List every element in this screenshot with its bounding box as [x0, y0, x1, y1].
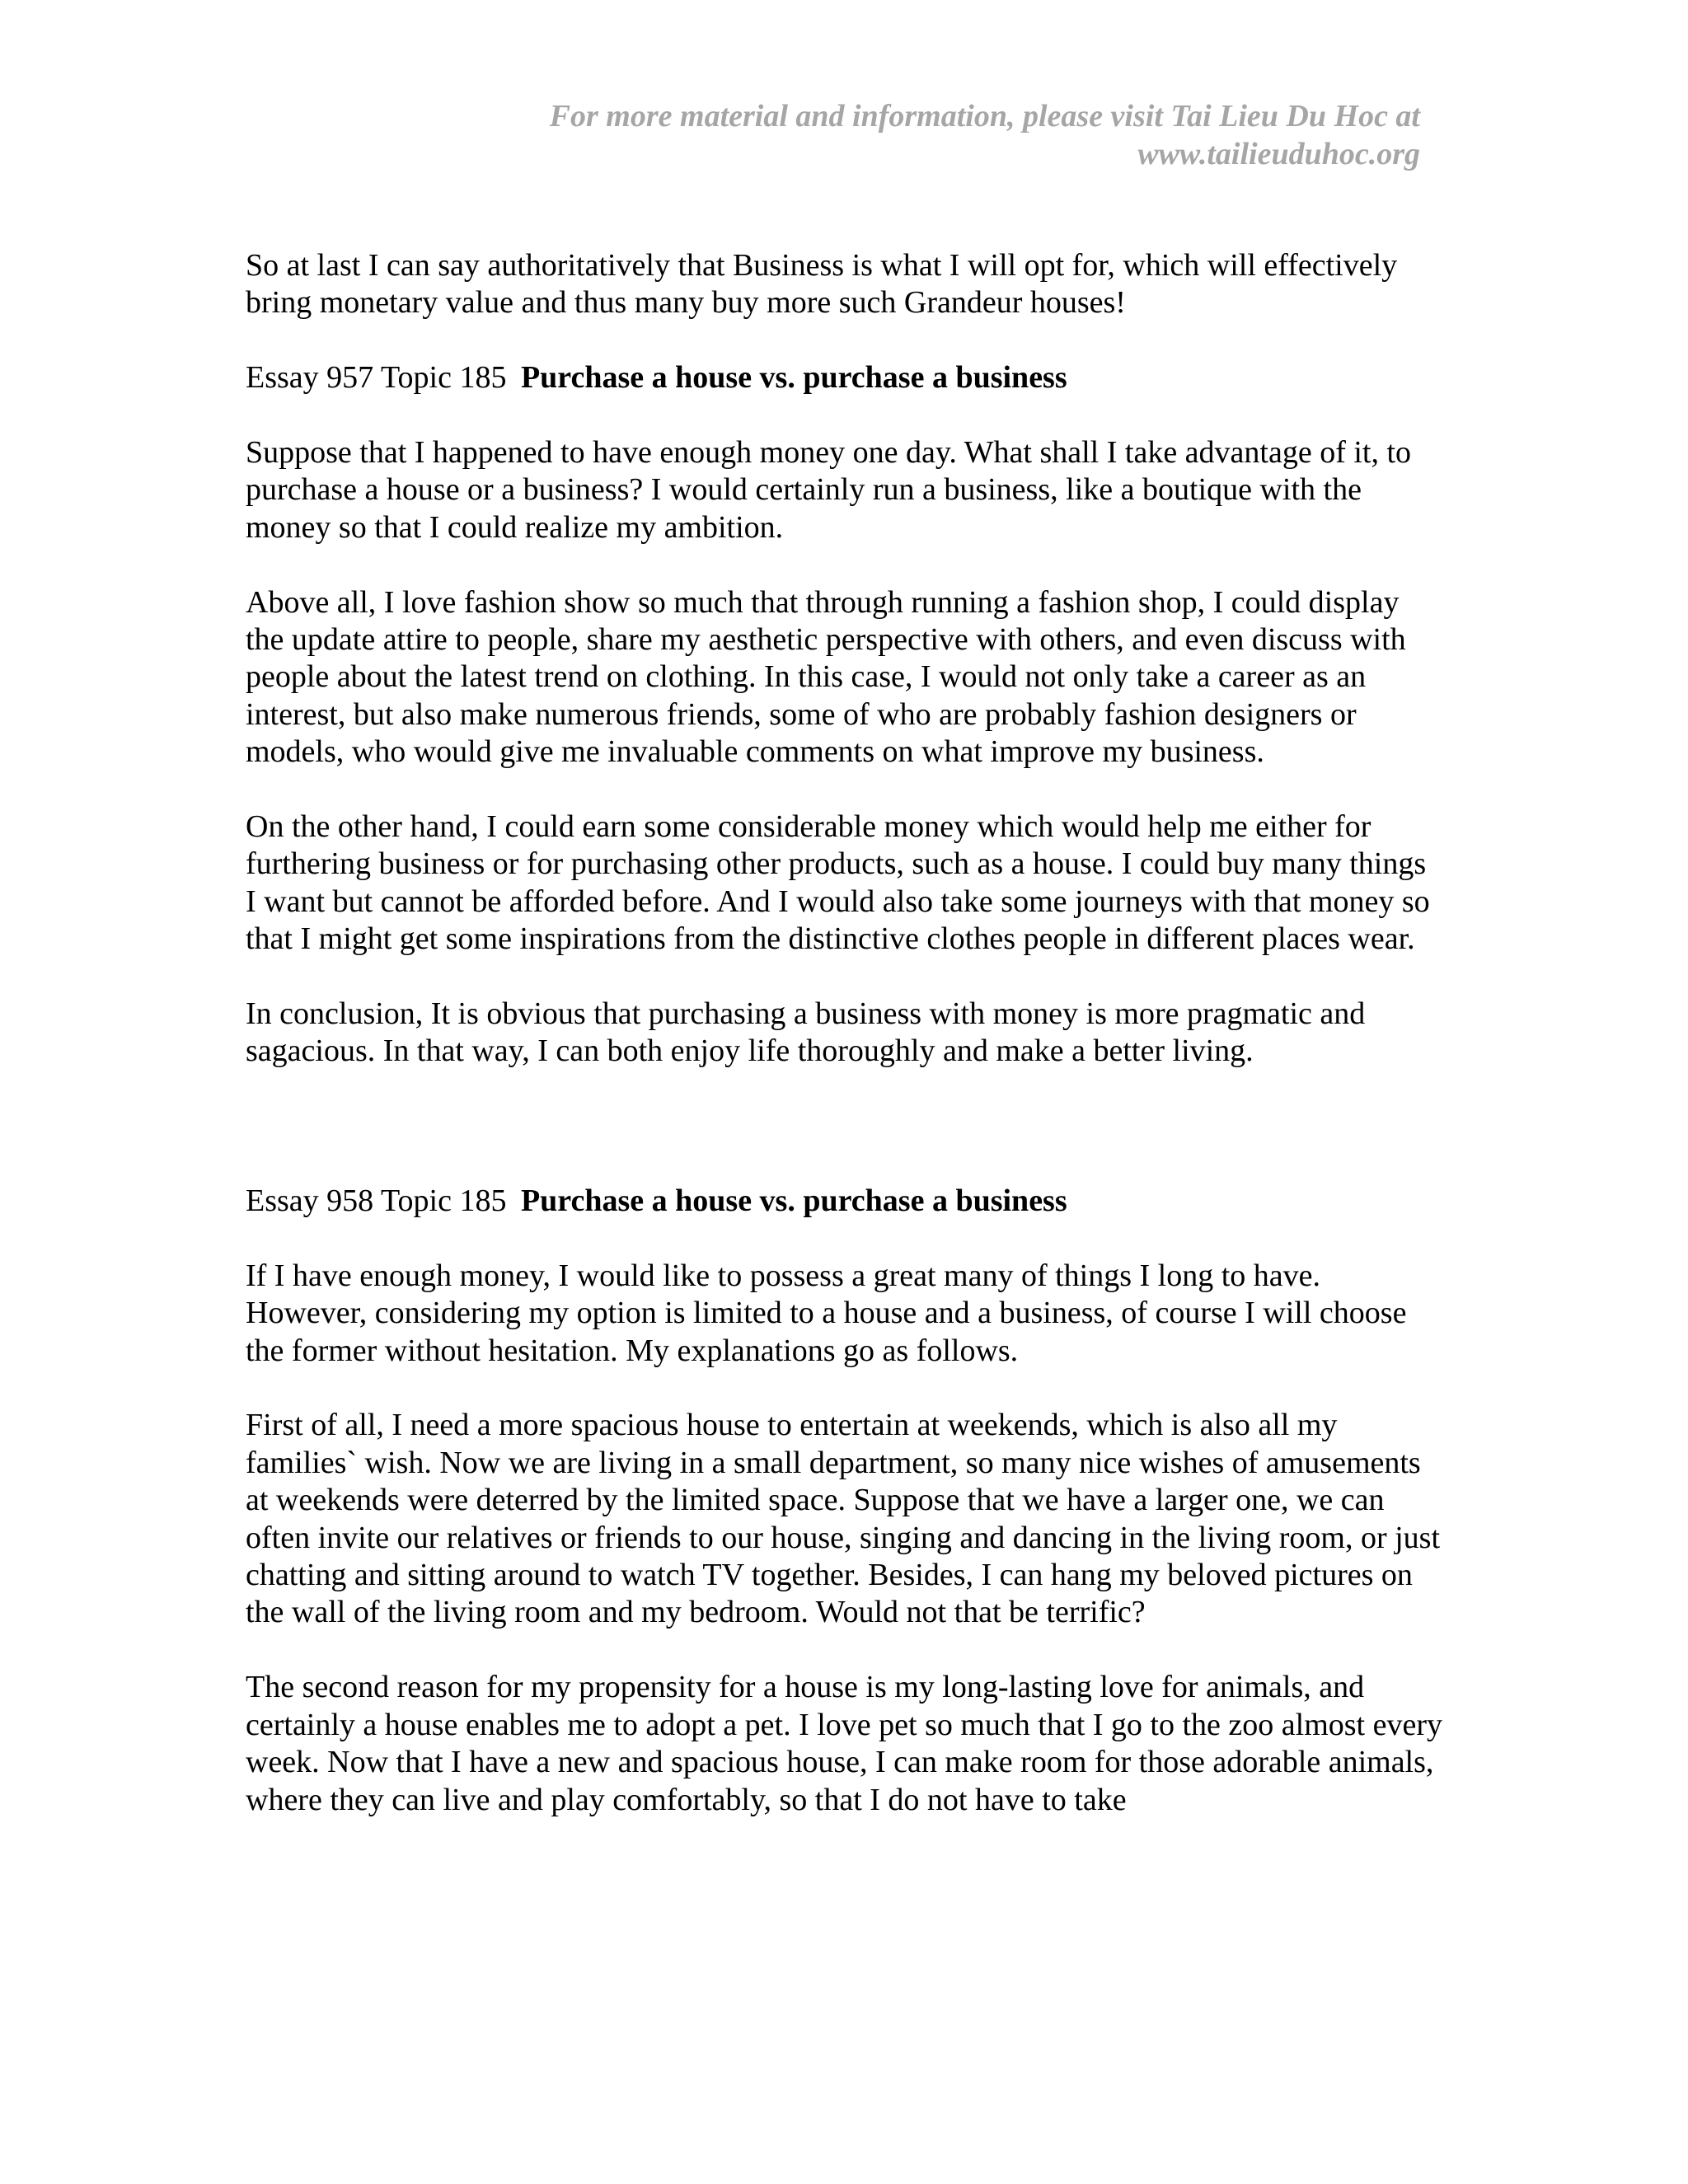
essay-957-paragraph-1: Suppose that I happened to have enough money one day. What shall I take advantage of it, to purchase a house or a business? I would certainly run a business, like a boutique with the money so that I could realize my ambition. — [246, 435, 1412, 545]
essay-957-title: Purchase a house vs. purchase a business — [520, 360, 1067, 396]
essay-958-heading — [246, 1183, 1442, 1220]
page-header — [550, 97, 1420, 173]
essay-957-heading — [246, 359, 1442, 396]
section-spacer — [246, 1108, 1442, 1183]
essay-958-title: Purchase a house vs. purchase a business — [520, 1183, 1067, 1219]
essay-958-paragraph-1: If I have enough money, I would like to possess a great many of things I long to have. However, considering my option is limited to a house and a business, of course I will choose the former without hesitation. My explanations go as follows. — [246, 1258, 1407, 1368]
essay-957-paragraph-4: In conclusion, It is obvious that purchasing a business with money is more pragmatic and sagacious. In that way, I can both enjoy life thoroughly and make a better living. — [246, 996, 1366, 1069]
essay-957-paragraph-2: Above all, I love fashion show so much that through running a fashion shop, I could display the update attire to people, share my aesthetic perspective with others, and even discuss with people about the latest trend on clothing. In this case, I would not only take a career as an interest, but also make numerous friends, some of who are probably fashion designers or models, who would give me invaluable comments on what improve my business. — [246, 584, 1406, 770]
header-website: www.tailieuduhoc.org — [1137, 137, 1420, 171]
essay-957-paragraph-3: On the other hand, I could earn some considerable money which would help me either for furthering business or for purchasing other products, such as a house. I could buy many things I want but cannot be afforded before. And I would also take some journeys with that money so that I might get some inspirations from the distinctive clothes people in different places wear. — [246, 809, 1430, 957]
header-line-1: For more material and information, please visit Tai Lieu Du Hoc at — [549, 99, 1420, 134]
essay-957-label: Essay 957 Topic 185 — [246, 360, 507, 396]
essay-958-paragraph-3: The second reason for my propensity for a house is my long-lasting love for animals, and certainly a house enables me to adopt a pet. I love pet so much that I go to the zoo almost every week. Now that I have a new and spacious house, I can make room for those adorable animals, where they can live and play comfortably, so that I do not have to take — [246, 1670, 1442, 1817]
essay-958-label: Essay 958 Topic 185 — [246, 1183, 507, 1219]
essay-958-paragraph-2: First of all, I need a more spacious house to entertain at weekends, which is also all my families` wish. Now we are living in a small department, so many nice wishes of amusements at weekends were deterred by the limited space. Suppose that we have a larger one, we can often invite our relatives or friends to our house, singing and dancing in the living room, or just chatting and sitting around to watch TV together. Besides, I can hang my beloved pictures on the wall of the living room and my bedroom. Would not that be terrific? — [246, 1408, 1441, 1630]
document-body — [246, 247, 1442, 1856]
intro-paragraph: So at last I can say authoritatively that Business is what I will opt for, which will effectively bring monetary value and thus many buy more such Grandeur houses! — [246, 248, 1398, 321]
